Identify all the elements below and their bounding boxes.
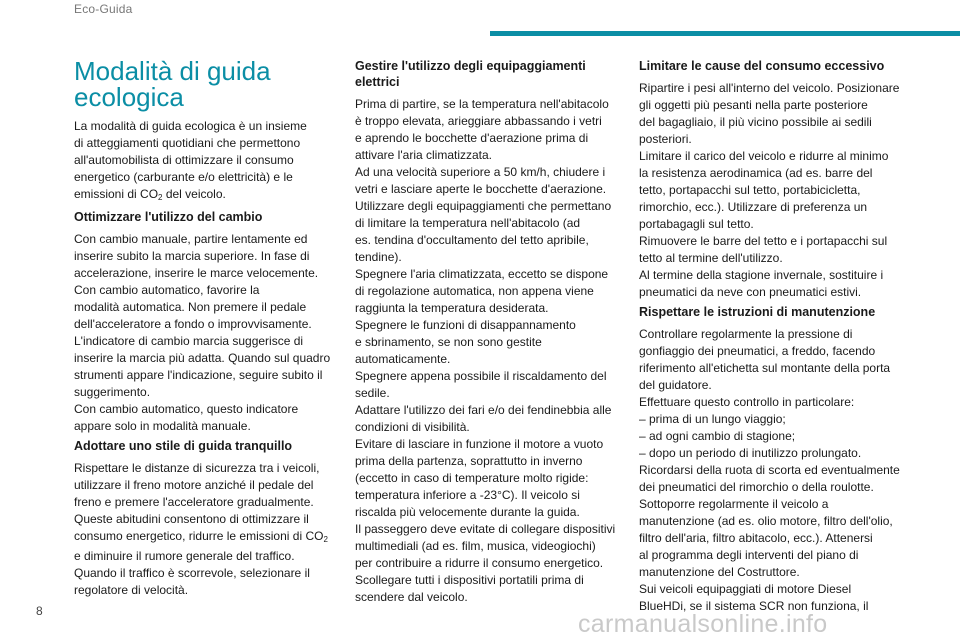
text-line: Ad una velocità superiore a 50 km/h, chiudere i xyxy=(355,165,606,179)
list-item: – ad ogni cambio di stagione; xyxy=(639,429,796,443)
text-line: manutenzione del Costruttore. xyxy=(639,565,800,579)
maintenance-paragraph xyxy=(639,326,911,615)
text-line: riscalda più velocemente durante la guida. xyxy=(355,505,580,519)
text-line: raggiunta la temperatura desiderata. xyxy=(355,301,549,315)
text-line: strumenti appare l'indicazione, seguire subito il xyxy=(74,368,323,382)
driving-style-paragraph xyxy=(74,460,336,599)
text-line: Spegnere l'aria climatizzata, eccetto se dispone xyxy=(355,267,609,281)
list-item: – dopo un periodo di inutilizzo prolungato. xyxy=(639,446,862,460)
heading-gearbox: Ottimizzare l'utilizzo del cambio xyxy=(74,210,263,224)
text-line: e aprendo le bocchette d'aerazione prima di xyxy=(355,131,589,145)
text-line: di atteggiamenti quotidiani che permettono xyxy=(74,136,301,150)
text-line: La modalità di guida ecologica è un insieme xyxy=(74,119,307,133)
text-line: per contribuire a ridurre il consumo energetico. xyxy=(355,556,604,570)
text-line: accelerazione, inserire le marce velocemente. xyxy=(74,266,319,280)
text-line: di limitare la temperatura nell'abitacolo (ad xyxy=(355,216,581,230)
co2-subscript: 2 xyxy=(323,535,328,544)
column-2 xyxy=(355,58,621,609)
column-1 xyxy=(74,58,336,602)
text-line: temperatura inferiore a -23°C). Il veicolo si xyxy=(355,488,580,502)
text-line: freno e premere l'acceleratore gradualmente. xyxy=(74,495,314,509)
intro-paragraph xyxy=(74,118,336,206)
text-line: Ricordarsi della ruota di scorta ed eventualmente xyxy=(639,463,900,477)
text-line: e sbrinamento, se non sono gestite xyxy=(355,335,542,349)
text-line: dei pneumatici del rimorchio o della roulotte. xyxy=(639,480,874,494)
co2-subscript: 2 xyxy=(158,193,163,202)
text-line: posteriori. xyxy=(639,132,692,146)
text-line: del veicolo. xyxy=(162,187,226,201)
text-line: Con cambio automatico, favorire la xyxy=(74,283,260,297)
heading-excess-consumption: Limitare le cause del consumo eccessivo xyxy=(639,59,885,73)
text-line: riferimento all'etichetta sul montante della porta xyxy=(639,361,891,375)
text-line: gonfiaggio dei pneumatici, a freddo, facendo xyxy=(639,344,876,358)
section-title: Eco-Guida xyxy=(74,2,133,16)
text-line: del bagagliaio, il più vicino possibile ai sedili xyxy=(639,115,872,129)
gearbox-paragraph xyxy=(74,231,336,435)
text-line: all'automobilista di ottimizzare il consumo xyxy=(74,153,294,167)
text-line: inserire la marcia più adatta. Quando sul quadro xyxy=(74,351,331,365)
text-line: e diminuire il rumore generale del traffico. xyxy=(74,549,295,563)
text-line: dell'acceleratore a fondo o improvvisamente. xyxy=(74,317,312,331)
text-line: sedile. xyxy=(355,386,390,400)
text-line: Controllare regolarmente la pressione di xyxy=(639,327,853,341)
text-line: emissioni di CO xyxy=(74,187,159,201)
text-line: Evitare di lasciare in funzione il motore a vuoto xyxy=(355,437,604,451)
page-title xyxy=(74,58,336,110)
text-line: (eccetto in caso di temperature molto rigide: xyxy=(355,471,589,485)
text-line: energetico (carburante e/o elettricità) e le xyxy=(74,170,293,184)
text-line: condizioni di visibilità. xyxy=(355,420,470,434)
text-line: è troppo elevata, arieggiare abbassando i vetri xyxy=(355,114,602,128)
text-line: Rimuovere le barre del tetto e i portapacchi sul xyxy=(639,234,888,248)
electrical-equipment-paragraph xyxy=(355,96,621,606)
text-line: rimorchio, ecc.). Utilizzare di preferenza un xyxy=(639,200,868,214)
column-3 xyxy=(639,58,911,618)
heading-driving-style: Adottare uno stile di guida tranquillo xyxy=(74,439,293,453)
text-line: Limitare il carico del veicolo e ridurre al minimo xyxy=(639,149,889,163)
text-line: Sottoporre regolarmente il veicolo a xyxy=(639,497,829,511)
text-line: multimediali (ad es. film, musica, videogiochi) xyxy=(355,539,596,553)
text-line: la resistenza aerodinamica (ad es. barre del xyxy=(639,166,873,180)
text-line: attivare l'aria climatizzata. xyxy=(355,148,493,162)
text-line: tetto, portapacchi sul tetto, portabicicletta, xyxy=(639,183,861,197)
text-line: appare solo in modalità manuale. xyxy=(74,419,251,433)
text-line: Il passeggero deve evitate di collegare dispositivi xyxy=(355,522,616,536)
text-line: automaticamente. xyxy=(355,352,451,366)
text-line: Rispettare le distanze di sicurezza tra i veicoli, xyxy=(74,461,320,475)
text-line: Prima di partire, se la temperatura nell'abitacolo xyxy=(355,97,609,111)
text-line: del guidatore. xyxy=(639,378,712,392)
text-line: modalità automatica. Non premere il pedale xyxy=(74,300,307,314)
text-line: di regolazione automatica, non appena viene xyxy=(355,284,594,298)
text-line: L'indicatore di cambio marcia suggerisce di xyxy=(74,334,304,348)
text-line: Gestire l'utilizzo degli equipaggiamenti xyxy=(355,59,586,73)
text-line: utilizzare il freno motore anziché il pedale del xyxy=(74,478,314,492)
list-item: – prima di un lungo viaggio; xyxy=(639,412,786,426)
text-line: regolatore di velocità. xyxy=(74,583,189,597)
text-line: tendine). xyxy=(355,250,402,264)
text-line: suggerimento. xyxy=(74,385,151,399)
text-line: Con cambio manuale, partire lentamente ed xyxy=(74,232,308,246)
excess-consumption-paragraph xyxy=(639,80,911,301)
text-line: Ripartire i pesi all'interno del veicolo. Posizionare xyxy=(639,81,900,95)
heading-maintenance: Rispettare le istruzioni di manutenzione xyxy=(639,305,876,319)
text-line: Con cambio automatico, questo indicatore xyxy=(74,402,299,416)
watermark: carmanualsonline.info xyxy=(578,610,828,638)
text-line: portabagagli sul tetto. xyxy=(639,217,754,231)
text-line: inserire subito la marcia superiore. In fase di xyxy=(74,249,310,263)
text-line: Sui veicoli equipaggiati di motore Diesel xyxy=(639,582,852,596)
heading-electrical-equipment xyxy=(355,58,621,90)
text-line: gli oggetti più pesanti nella parte posteriore xyxy=(639,98,868,112)
page-title-line-1: Modalità di guida xyxy=(74,56,271,86)
text-line: Spegnere le funzioni di disappannamento xyxy=(355,318,576,332)
page-number: 8 xyxy=(36,604,43,618)
text-line: Adattare l'utilizzo dei fari e/o dei fendinebbia alle xyxy=(355,403,612,417)
text-line: tetto al termine dell'utilizzo. xyxy=(639,251,783,265)
text-line: Al termine della stagione invernale, sostituire i xyxy=(639,268,884,282)
text-line: pneumatici da neve con pneumatici estivi. xyxy=(639,285,862,299)
page-title-line-2: ecologica xyxy=(74,82,184,112)
text-line: filtro dell'aria, filtro abitacolo, ecc.). Attenersi xyxy=(639,531,873,545)
text-line: al programma degli interventi del piano di xyxy=(639,548,859,562)
text-line: vetri e lasciare aperte le bocchette d'aerazione. xyxy=(355,182,607,196)
text-line: Utilizzare degli equipaggiamenti che permettano xyxy=(355,199,612,213)
text-line: Quando il traffico è scorrevole, selezionare il xyxy=(74,566,310,580)
text-line: Effettuare questo controllo in particolare: xyxy=(639,395,855,409)
text-line: Scollegare tutti i dispositivi portatili prima di xyxy=(355,573,584,587)
header-accent-bar xyxy=(490,31,960,36)
text-line: prima della partenza, soprattutto in inverno xyxy=(355,454,583,468)
text-line: Queste abitudini consentono di ottimizzare il xyxy=(74,512,309,526)
text-line: manutenzione (ad es. olio motore, filtro dell'olio, xyxy=(639,514,893,528)
text-line: es. tendina d'occultamento del tetto apribile, xyxy=(355,233,589,247)
text-line: Spegnere appena possibile il riscaldamento del xyxy=(355,369,607,383)
text-line: BlueHDi, se il sistema SCR non funziona, il xyxy=(639,599,869,613)
text-line: elettrici xyxy=(355,75,400,89)
text-line: consumo energetico, ridurre le emissioni di CO xyxy=(74,529,324,543)
text-line: scendere dal veicolo. xyxy=(355,590,468,604)
